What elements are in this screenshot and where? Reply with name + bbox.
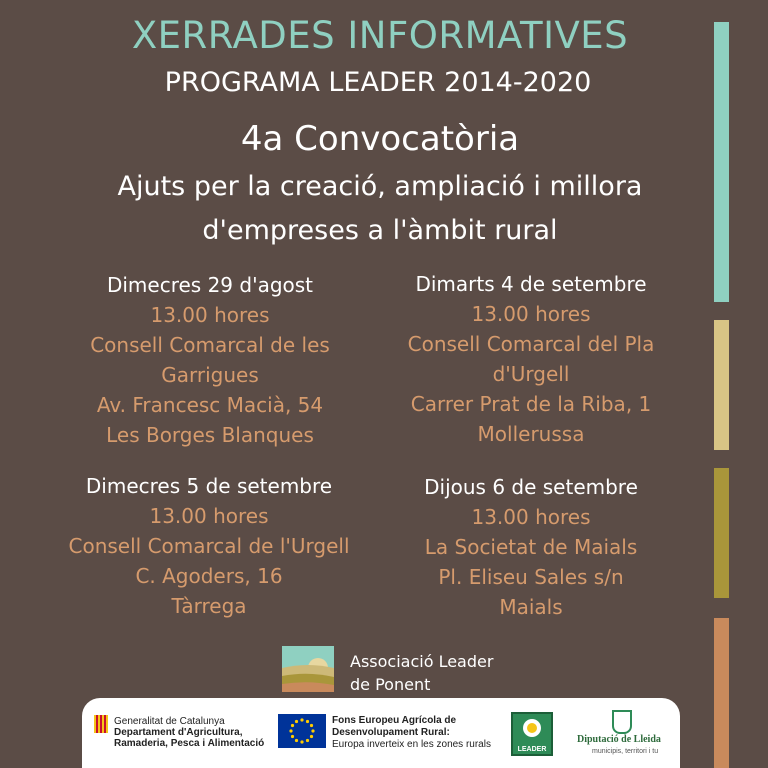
event-town: Mollerussa <box>477 422 585 446</box>
generalitat-line-1: Generalitat de Catalunya <box>114 716 225 727</box>
generalitat-line-3: Ramaderia, Pesca i Alimentació <box>114 738 265 749</box>
event-town: Maials <box>499 595 563 619</box>
eu-flag-icon <box>278 714 326 748</box>
footer-logos <box>82 698 680 768</box>
event-pla-urgell <box>366 269 696 449</box>
event-urgell <box>44 471 374 621</box>
feader-line-3: Europa inverteix en les zones rurals <box>332 739 491 750</box>
poster-title: XERRADES INFORMATIVES <box>131 14 629 57</box>
side-bar-tan <box>714 320 729 450</box>
description-line-1: Ajuts per la creació, ampliació i millora <box>117 171 643 202</box>
association-name-line-2: de Ponent <box>350 675 431 694</box>
event-place-cont: Garrigues <box>161 363 259 387</box>
event-address: Pl. Eliseu Sales s/n <box>438 565 624 589</box>
event-place: Consell Comarcal de les <box>90 333 330 357</box>
poster-subtitle: PROGRAMA LEADER 2014-2020 <box>164 67 592 98</box>
event-town: Les Borges Blanques <box>106 423 314 447</box>
event-time: 13.00 hores <box>471 302 591 326</box>
description-line-2: d'empreses a l'àmbit rural <box>202 215 558 246</box>
event-place: Consell Comarcal de l'Urgell <box>68 534 350 558</box>
event-place: Consell Comarcal del Pla <box>407 332 655 356</box>
diputacio-name: Diputació de Lleida <box>577 734 661 745</box>
event-time: 13.00 hores <box>471 505 591 529</box>
event-address: Av. Francesc Macià, 54 <box>96 393 324 417</box>
event-address: Carrer Prat de la Riba, 1 <box>410 392 652 416</box>
generalitat-flag-icon <box>94 715 108 733</box>
event-day: Dimarts 4 de setembre <box>415 272 647 296</box>
event-place-cont: d'Urgell <box>492 362 570 386</box>
event-day: Dimecres 29 d'agost <box>106 273 314 297</box>
leader-eu-logo-icon <box>511 712 553 756</box>
diputacio-crest-icon <box>612 710 632 734</box>
convocatoria-heading: 4a Convocatòria <box>240 119 520 159</box>
feader-line-1: Fons Europeu Agrícola de <box>332 715 457 726</box>
event-maials <box>366 472 696 622</box>
event-time: 13.00 hores <box>149 504 269 528</box>
event-town: Tàrrega <box>171 594 247 618</box>
event-garrigues <box>45 270 375 450</box>
event-place: La Societat de Maials <box>424 535 638 559</box>
feader-line-2: Desenvolupament Rural: <box>332 727 450 738</box>
side-bar-olive <box>714 468 729 598</box>
diputacio-tagline: municipis, territori i tu <box>592 748 659 755</box>
leader-logo-text: LEADER <box>517 746 547 753</box>
event-time: 13.00 hores <box>150 303 270 327</box>
event-address: C. Agoders, 16 <box>135 564 283 588</box>
side-bar-teal <box>714 22 729 302</box>
association-name-line-1: Associació Leader <box>350 652 494 671</box>
event-day: Dijous 6 de setembre <box>424 475 638 499</box>
leader-ponent-logo-icon <box>282 646 334 692</box>
side-bar-copper <box>714 618 729 768</box>
generalitat-line-2: Departament d'Agricultura, <box>114 727 243 738</box>
event-day: Dimecres 5 de setembre <box>85 474 333 498</box>
